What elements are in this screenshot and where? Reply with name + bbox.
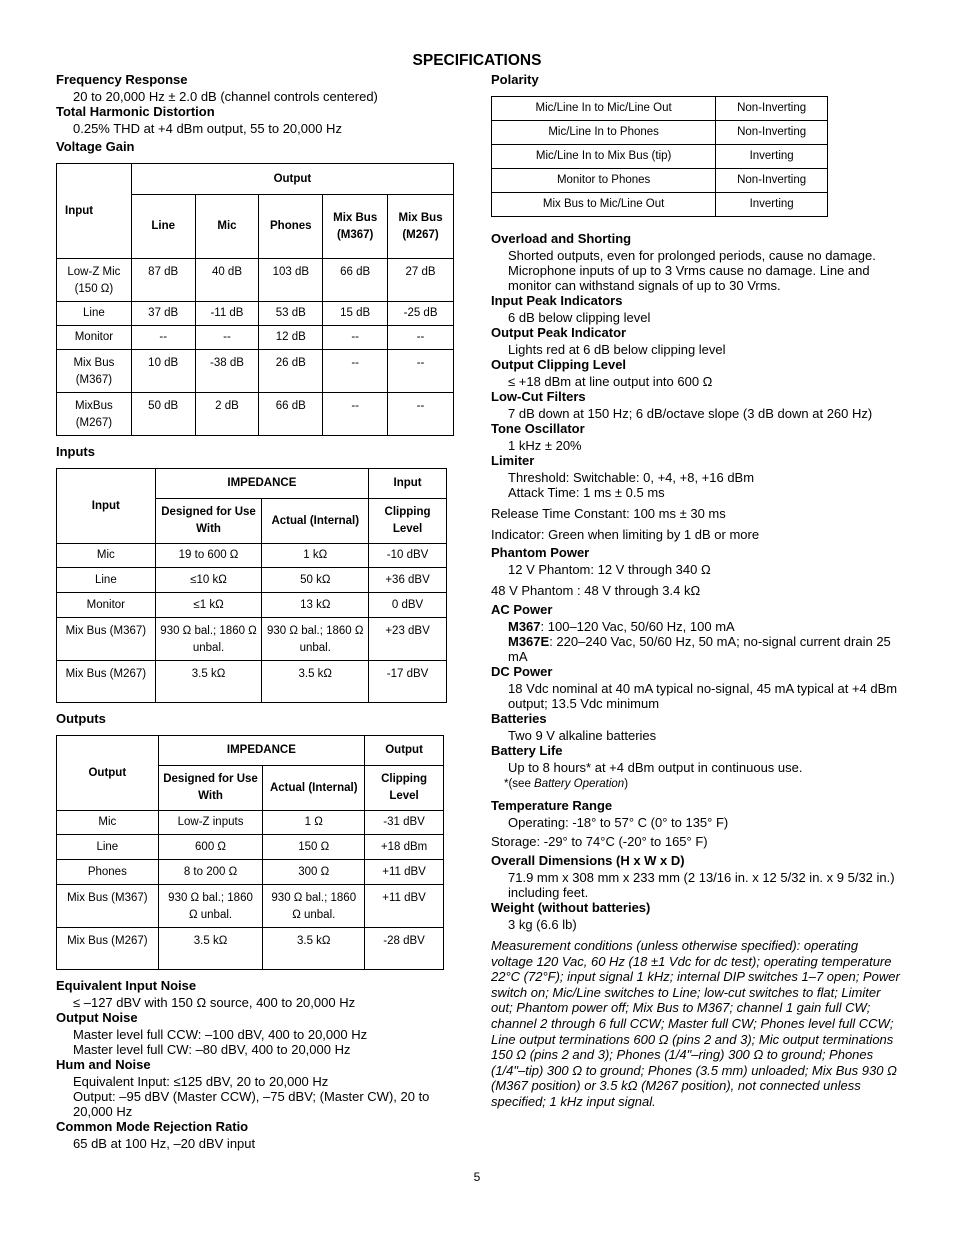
- table-cell: 15 dB: [323, 302, 388, 326]
- table-cell: 13 kΩ: [262, 593, 369, 618]
- table-cell: +11 dBV: [365, 885, 444, 928]
- table-cell: 0 dBV: [369, 593, 447, 618]
- table-cell: 37 dB: [131, 302, 195, 326]
- dc-power-text: 18 Vdc nominal at 40 mA typical no-signal, 45 mA typical at +4 dBm output; 13.5 Vdc minimum: [508, 681, 898, 711]
- dc-power-heading: DC Power: [491, 664, 553, 679]
- vg-col-header: Line: [131, 195, 195, 259]
- table-cell: -28 dBV: [365, 928, 444, 970]
- model-label: M367E: [508, 634, 550, 649]
- ac-power-m367e: [508, 634, 903, 664]
- table-cell: MixBus (M267): [57, 393, 132, 436]
- table-cell: 12 dB: [259, 326, 323, 350]
- table-cell: ≤10 kΩ: [155, 568, 262, 593]
- output-peak-text: Lights red at 6 dB below clipping level: [508, 342, 726, 357]
- table-row: [492, 145, 828, 169]
- hum-line: Output: –95 dBV (Master CCW), –75 dBV; (Master CW), 20 to 20,000 Hz: [73, 1089, 430, 1119]
- table-cell: 930 Ω bal.; 1860 Ω unbal.: [158, 885, 263, 928]
- table-cell: Line: [57, 835, 159, 860]
- limiter-heading: Limiter: [491, 453, 535, 468]
- table-cell: 103 dB: [259, 259, 323, 302]
- table-cell: --: [131, 326, 195, 350]
- vg-col-header: Mic: [195, 195, 259, 259]
- table-cell: 3.5 kΩ: [262, 661, 369, 703]
- table-cell: Inverting: [716, 145, 828, 169]
- table-row: [57, 593, 447, 618]
- table-cell: 3.5 kΩ: [155, 661, 262, 703]
- batteries-text: Two 9 V alkaline batteries: [508, 728, 657, 743]
- outputs-output-header: Output: [57, 736, 159, 811]
- table-cell: 300 Ω: [263, 860, 365, 885]
- table-cell: +36 dBV: [369, 568, 447, 593]
- table-cell: +11 dBV: [365, 860, 444, 885]
- outputs-clipping-header: Clipping Level: [365, 766, 444, 811]
- table-cell: 1 kΩ: [262, 544, 369, 568]
- note-reference: Battery Operation: [534, 778, 625, 790]
- table-cell: Mix Bus to Mic/Line Out: [492, 193, 716, 217]
- frequency-response-heading: Frequency Response: [56, 72, 188, 87]
- table-cell: --: [323, 350, 388, 393]
- table-row: [492, 121, 828, 145]
- table-cell: Low-Z inputs: [158, 811, 263, 835]
- voltage-gain-heading: Voltage Gain: [56, 139, 135, 154]
- vg-input-header: Input: [57, 164, 132, 259]
- outputs-impedance-header: IMPEDANCE: [158, 736, 364, 766]
- ac-power-value: : 100–120 Vac, 50/60 Hz, 100 mA: [540, 619, 735, 634]
- thd-heading: Total Harmonic Distortion: [56, 104, 215, 119]
- table-cell: 150 Ω: [263, 835, 365, 860]
- page-number: 5: [473, 1170, 481, 1184]
- table-cell: Mic/Line In to Mic/Line Out: [492, 97, 716, 121]
- limiter-attack: Attack Time: 1 ms ± 0.5 ms: [508, 485, 665, 500]
- table-row: [57, 568, 447, 593]
- table-cell: Mix Bus (M267): [57, 661, 156, 703]
- tone-text: 1 kHz ± 20%: [508, 438, 582, 453]
- clip-level-text: ≤ +18 dBm at line output into 600 Ω: [508, 374, 713, 389]
- table-row: [57, 860, 444, 885]
- table-cell: -10 dBV: [369, 544, 447, 568]
- table-row: [57, 618, 447, 661]
- inputs-actual-header: Actual (Internal): [262, 499, 369, 544]
- table-cell: -17 dBV: [369, 661, 447, 703]
- clip-level-heading: Output Clipping Level: [491, 357, 627, 372]
- table-cell: 50 kΩ: [262, 568, 369, 593]
- cmrr-text: 65 dB at 100 Hz, –20 dBV input: [73, 1136, 256, 1151]
- table-cell: 87 dB: [131, 259, 195, 302]
- page-title: SPECIFICATIONS: [412, 52, 542, 69]
- table-cell: -25 dB: [388, 302, 454, 326]
- phantom-heading: Phantom Power: [491, 545, 590, 560]
- table-cell: 40 dB: [195, 259, 259, 302]
- weight-heading: Weight (without batteries): [491, 900, 651, 915]
- table-row: [492, 97, 828, 121]
- battery-life-text: Up to 8 hours* at +4 dBm output in continuous use.: [508, 760, 803, 775]
- polarity-table: [491, 96, 828, 217]
- frequency-response-text: 20 to 20,000 Hz ± 2.0 dB (channel controls centered): [73, 89, 378, 104]
- right-column: [491, 72, 903, 1110]
- note-suffix: ): [624, 778, 629, 790]
- inputs-input2-header: Input: [369, 469, 447, 499]
- table-cell: 53 dB: [259, 302, 323, 326]
- table-cell: 600 Ω: [158, 835, 263, 860]
- table-cell: 10 dB: [131, 350, 195, 393]
- table-cell: 50 dB: [131, 393, 195, 436]
- table-cell: -11 dB: [195, 302, 259, 326]
- table-row: [57, 835, 444, 860]
- tone-heading: Tone Oscillator: [491, 421, 585, 436]
- vg-col-header: Phones: [259, 195, 323, 259]
- vg-output-header: Output: [131, 164, 453, 195]
- overload-text: Shorted outputs, even for prolonged periods, cause no damage. Microphone inputs of up to 3 Vrms cause no damage. Line and monitor can withstand signals of up to 30 Vrms.: [508, 248, 876, 293]
- table-cell: Phones: [57, 860, 159, 885]
- table-cell: +18 dBm: [365, 835, 444, 860]
- table-cell: Monitor: [57, 593, 156, 618]
- table-cell: +23 dBV: [369, 618, 447, 661]
- table-cell: Non-Inverting: [716, 121, 828, 145]
- table-cell: --: [323, 393, 388, 436]
- outputs-heading: Outputs: [56, 711, 106, 726]
- vg-col-header: Mix Bus (M367): [323, 195, 388, 259]
- inputs-impedance-header: IMPEDANCE: [155, 469, 368, 499]
- table-cell: 8 to 200 Ω: [158, 860, 263, 885]
- table-cell: Low-Z Mic (150 Ω): [57, 259, 132, 302]
- ein-heading: Equivalent Input Noise: [56, 978, 197, 993]
- measurement-conditions: Measurement conditions (unless otherwise specified): operating voltage 120 Vac, 60 Hz (18 ±1 Vdc for dc test); operating temperature 22°C (72°F); input signal 1 kHz; internal DIP switches 1–7 open; Power switch on; Mic/Line switches to Line; low-cut switches to flat; Limiter out; Phantom power off; Mix Bus to M367; channel 1 gain full CW; channel 2 through 6 full CCW; Master full CW; Phones level full CCW; Line output terminations 600 Ω (pins 2 and 3); Mic output terminations 150 Ω (pins 2 and 3); Phones (1/4"–ring) 300 Ω to ground; Phones (1/4"–tip) 300 Ω to ground; Phones (3.5 mm) unloaded; Mix Bus 930 Ω (M367 position) or 3.5 kΩ (M267 position), not connected unless specified; 1 kHz input signal.: [491, 938, 900, 1109]
- table-row: [57, 259, 454, 302]
- outputs-designed-header: Designed for Use With: [158, 766, 263, 811]
- polarity-heading: Polarity: [491, 72, 539, 87]
- ac-power-m367: [508, 619, 903, 634]
- inputs-heading: Inputs: [56, 444, 95, 459]
- table-cell: Monitor: [57, 326, 132, 350]
- vg-col-header: Mix Bus (M267): [388, 195, 454, 259]
- table-cell: --: [195, 326, 259, 350]
- output-noise-line: Master level full CW: –80 dBV, 400 to 20,000 Hz: [73, 1042, 351, 1057]
- phantom-12v: 12 V Phantom: 12 V through 340 Ω: [508, 562, 711, 577]
- table-cell: 1 Ω: [263, 811, 365, 835]
- table-cell: 2 dB: [195, 393, 259, 436]
- table-cell: 3.5 kΩ: [263, 928, 365, 970]
- voltage-gain-table: [56, 163, 454, 436]
- note-prefix: *(see: [504, 778, 535, 790]
- table-cell: Mic/Line In to Mix Bus (tip): [492, 145, 716, 169]
- phantom-48v: 48 V Phantom : 48 V through 3.4 kΩ: [491, 583, 701, 598]
- output-noise-line: Master level full CCW: –100 dBV, 400 to 20,000 Hz: [73, 1027, 368, 1042]
- battery-life-note: [504, 777, 903, 792]
- table-row: [57, 811, 444, 835]
- lowcut-heading: Low-Cut Filters: [491, 389, 586, 404]
- table-cell: Mic: [57, 544, 156, 568]
- table-row: [57, 350, 454, 393]
- left-column: [56, 72, 466, 1151]
- table-cell: 19 to 600 Ω: [155, 544, 262, 568]
- input-peak-text: 6 dB below clipping level: [508, 310, 651, 325]
- table-cell: Mix Bus (M367): [57, 350, 132, 393]
- outputs-output2-header: Output: [365, 736, 444, 766]
- table-cell: Inverting: [716, 193, 828, 217]
- table-cell: Mic/Line In to Phones: [492, 121, 716, 145]
- outputs-actual-header: Actual (Internal): [263, 766, 365, 811]
- temperature-heading: Temperature Range: [491, 798, 613, 813]
- table-row: [57, 928, 444, 970]
- table-cell: Mic: [57, 811, 159, 835]
- table-cell: 3.5 kΩ: [158, 928, 263, 970]
- table-row: [57, 326, 454, 350]
- limiter-threshold: Threshold: Switchable: 0, +4, +8, +16 dBm: [508, 470, 755, 485]
- table-cell: Mix Bus (M367): [57, 618, 156, 661]
- inputs-clipping-header: Clipping Level: [369, 499, 447, 544]
- table-cell: Mix Bus (M367): [57, 885, 159, 928]
- outputs-table: [56, 735, 444, 970]
- dimensions-heading: Overall Dimensions (H x W x D): [491, 853, 685, 868]
- weight-text: 3 kg (6.6 lb): [508, 917, 577, 932]
- limiter-indicator: Indicator: Green when limiting by 1 dB or more: [491, 527, 760, 542]
- output-noise-heading: Output Noise: [56, 1010, 138, 1025]
- ac-power-value: : 220–240 Vac, 50/60 Hz, 50 mA; no-signal current drain 25 mA: [508, 634, 891, 664]
- table-cell: 66 dB: [323, 259, 388, 302]
- input-peak-heading: Input Peak Indicators: [491, 293, 623, 308]
- table-row: [492, 169, 828, 193]
- table-cell: 26 dB: [259, 350, 323, 393]
- table-cell: Mix Bus (M267): [57, 928, 159, 970]
- hum-heading: Hum and Noise: [56, 1057, 151, 1072]
- dimensions-text: 71.9 mm x 308 mm x 233 mm (2 13/16 in. x 12 5/32 in. x 9 5/32 in.) including feet.: [508, 870, 895, 900]
- table-row: [57, 302, 454, 326]
- table-cell: --: [388, 393, 454, 436]
- battery-life-heading: Battery Life: [491, 743, 563, 758]
- inputs-table: [56, 468, 447, 703]
- table-cell: Non-Inverting: [716, 97, 828, 121]
- table-cell: 27 dB: [388, 259, 454, 302]
- table-cell: Monitor to Phones: [492, 169, 716, 193]
- inputs-input-header: Input: [57, 469, 156, 544]
- table-cell: Line: [57, 302, 132, 326]
- lowcut-text: 7 dB down at 150 Hz; 6 dB/octave slope (3 dB down at 260 Hz): [508, 406, 873, 421]
- table-row: [492, 193, 828, 217]
- table-row: [57, 661, 447, 703]
- temperature-storage: Storage: -29° to 74°C (-20° to 165° F): [491, 834, 708, 849]
- batteries-heading: Batteries: [491, 711, 547, 726]
- thd-text: 0.25% THD at +4 dBm output, 55 to 20,000 Hz: [73, 121, 342, 136]
- table-cell: --: [388, 326, 454, 350]
- output-peak-heading: Output Peak Indicator: [491, 325, 627, 340]
- table-row: [57, 544, 447, 568]
- table-cell: -38 dB: [195, 350, 259, 393]
- table-cell: 930 Ω bal.; 1860 Ω unbal.: [155, 618, 262, 661]
- hum-line: Equivalent Input: ≤125 dBV, 20 to 20,000 Hz: [73, 1074, 329, 1089]
- table-row: [57, 393, 454, 436]
- model-label: M367: [508, 619, 541, 634]
- table-cell: 66 dB: [259, 393, 323, 436]
- table-cell: 930 Ω bal.; 1860 Ω unbal.: [262, 618, 369, 661]
- table-cell: -31 dBV: [365, 811, 444, 835]
- ac-power-heading: AC Power: [491, 602, 553, 617]
- temperature-operating: Operating: -18° to 57° C (0° to 135° F): [508, 815, 729, 830]
- table-cell: --: [323, 326, 388, 350]
- cmrr-heading: Common Mode Rejection Ratio: [56, 1119, 249, 1134]
- table-cell: Line: [57, 568, 156, 593]
- limiter-release: Release Time Constant: 100 ms ± 30 ms: [491, 506, 726, 521]
- table-cell: ≤1 kΩ: [155, 593, 262, 618]
- overload-heading: Overload and Shorting: [491, 231, 632, 246]
- inputs-designed-header: Designed for Use With: [155, 499, 262, 544]
- table-cell: Non-Inverting: [716, 169, 828, 193]
- table-row: [57, 885, 444, 928]
- table-cell: --: [388, 350, 454, 393]
- table-cell: 930 Ω bal.; 1860 Ω unbal.: [263, 885, 365, 928]
- ein-text: ≤ –127 dBV with 150 Ω source, 400 to 20,000 Hz: [73, 995, 356, 1010]
